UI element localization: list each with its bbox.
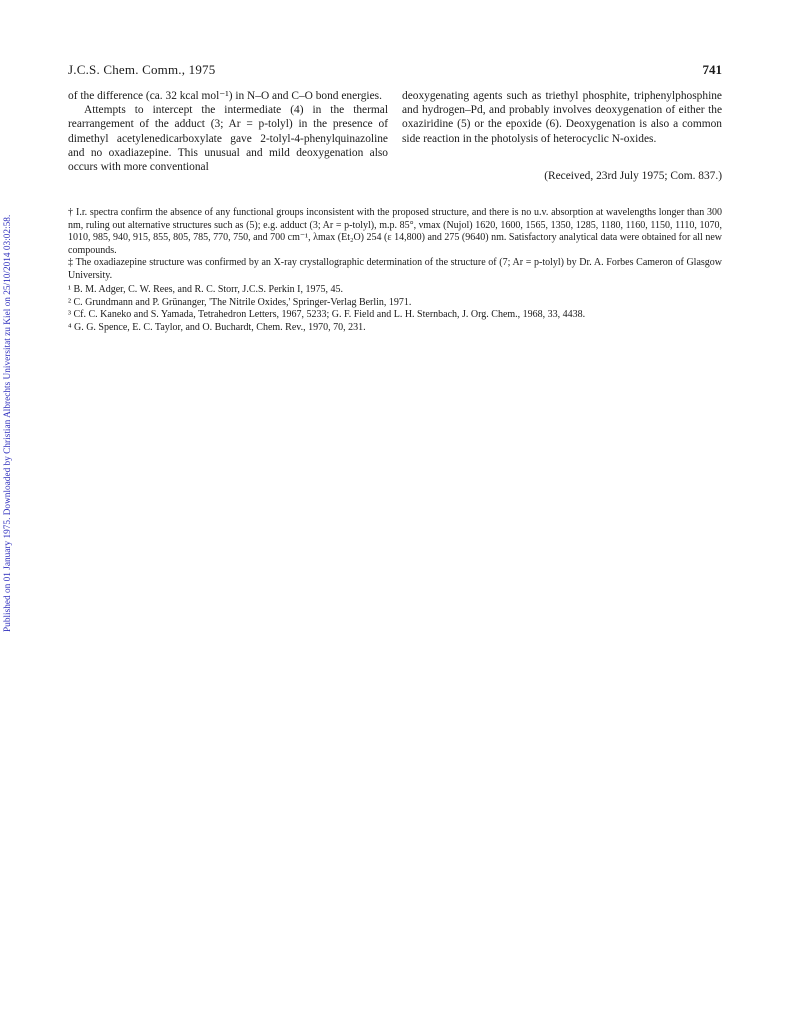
left-paragraph-1: of the difference (ca. 32 kcal mol⁻¹) in N–O and C–O bond energies. (68, 90, 382, 102)
footnote-dagger (68, 207, 722, 257)
reference-item: ⁴ G. G. Spence, E. C. Taylor, and O. Buchardt, Chem. Rev., 1970, 70, 231. (68, 321, 366, 333)
journal-citation: J.C.S. Chem. Comm., 1975 (68, 62, 216, 77)
right-paragraph-1: deoxygenating agents such as triethyl phosphite, triphenylphosphine and hydrogen–Pd, and probably involves deoxygenation of either the oxaziridine (5) or the epoxide (6). Deoxygenation is also a common side reaction in the photolysis of heterocyclic N-oxides. (402, 90, 722, 145)
footnote-double-dagger-text: ‡ The oxadiazepine structure was confirmed by an X-ray crystallographic determination of the structure of (7; Ar = p-tolyl) by Dr. A. Forbes Cameron of Glasgow University. (68, 257, 722, 281)
left-column (68, 89, 388, 174)
page-header (68, 62, 722, 80)
right-column (402, 89, 722, 146)
received-date: (Received, 23rd July 1975; Com. 837.) (544, 170, 722, 182)
reference-list (68, 284, 722, 334)
reference-item: ¹ B. M. Adger, C. W. Rees, and R. C. Storr, J.C.S. Perkin I, 1975, 45. (68, 284, 343, 295)
download-watermark-text: Published on 01 January 1975. Downloaded by Christian Albrechts Universitat zu Kiel on 25/10/2014 03:02:58. (3, 214, 13, 632)
reference-item: ³ Cf. C. Kaneko and S. Yamada, Tetrahedron Letters, 1967, 5233; G. F. Field and L. H. Sternbach, J. Org. Chem., 1968, 33, 4438. (68, 309, 586, 321)
reference-item: ² C. Grundmann and P. Grünanger, 'The Nitrile Oxides,' Springer-Verlag Berlin, 1971. (68, 296, 412, 308)
footnote-dagger-text: † I.r. spectra confirm the absence of any functional groups inconsistent with the proposed structure, and there is no u.v. absorption at wavelengths longer than 300 nm, ruling out alternative structures such as (5); e.g. adduct (3; Ar = p-tolyl), m.p. 85°, νmax (Nujol) 1620, 1600, 1565, 1350, 1285, 1180, 1160, 1150, 1110, 1070, 1010, 985, 940, 915, 855, 805, 785, 770, 750, and 700 cm⁻¹, λmax (Et₂O) 254 (ε 14,800) and 275 (9640) nm. Satisfactory analytical data were obtained for all new compounds. (68, 207, 722, 256)
left-paragraph-2: Attempts to intercept the intermediate (4) in the thermal rearrangement of the adduct (3; Ar = p-tolyl) in the presence of dimethyl acetylenedicarboxylate gave 2-tolyl-4-phenylquinazoline and no oxadiazepine. This unusual and mild deoxygenation also occurs with more conventional (68, 104, 388, 174)
footnote-double-dagger (68, 257, 722, 282)
download-watermark (0, 0, 18, 1036)
page-number: 741 (702, 62, 722, 77)
